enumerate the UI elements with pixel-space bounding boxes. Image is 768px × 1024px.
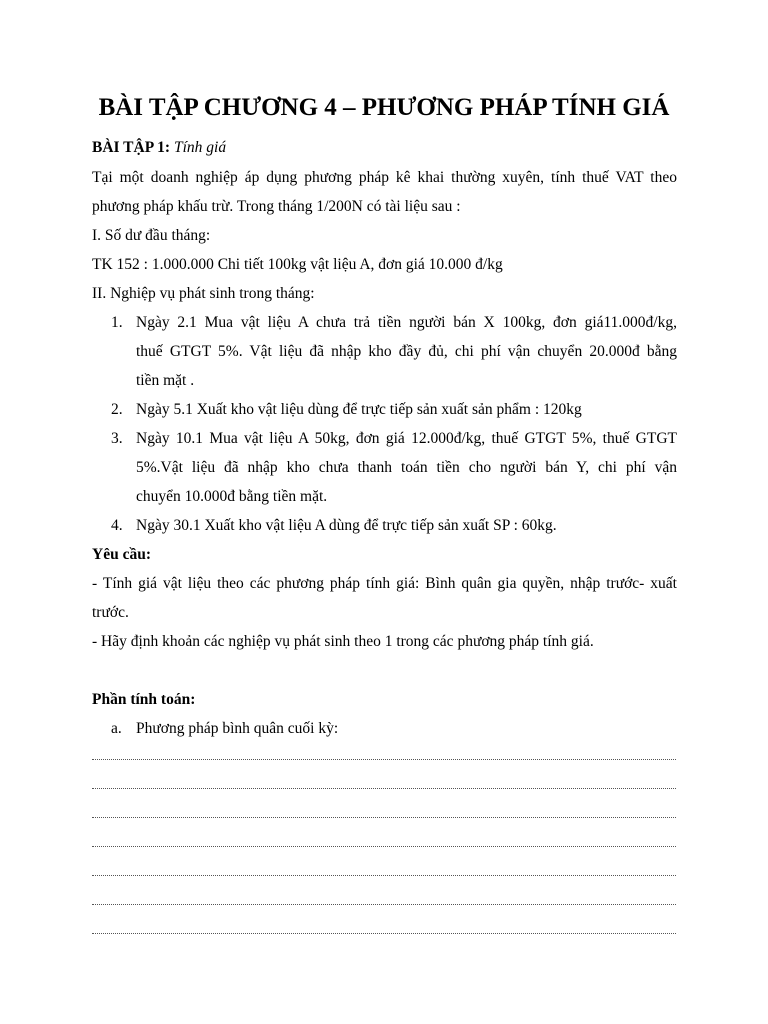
calculation-item-text: Phương pháp bình quân cuối kỳ:: [136, 720, 339, 737]
requirements-heading: Yêu cầu:: [92, 546, 151, 563]
answer-line: [92, 817, 676, 818]
transaction-2-line-1: Ngày 5.1 Xuất kho vật liệu dùng để trực tiếp sản xuất sản phẩm : 120kg: [136, 401, 582, 418]
transaction-3-line-3: chuyển 10.000đ bằng tiền mặt.: [136, 488, 328, 505]
intro-line-2: phương pháp khấu trừ. Trong tháng 1/200N có tài liệu sau :: [92, 198, 461, 215]
answer-line: [92, 875, 676, 876]
exercise-heading: [92, 138, 226, 158]
requirement-1-line-2: trước.: [92, 604, 129, 621]
transaction-3-line-2: 5%.Vật liệu đã nhập kho chưa thanh toán tiền cho người bán Y, chi phí vận: [136, 459, 677, 476]
transaction-4-number: 4.: [111, 517, 123, 534]
page-title: BÀI TẬP CHƯƠNG 4 – PHƯƠNG PHÁP TÍNH GIÁ: [98, 94, 670, 121]
answer-line: [92, 904, 676, 905]
exercise-label: BÀI TẬP 1:: [92, 139, 171, 156]
transaction-1-line-1: Ngày 2.1 Mua vật liệu A chưa trả tiền người bán X 100kg, đơn giá11.000đ/kg,: [136, 314, 677, 331]
answer-line: [92, 933, 676, 934]
section-1-heading: I. Số dư đầu tháng:: [92, 227, 211, 244]
answer-line: [92, 788, 676, 789]
opening-balance: TK 152 : 1.000.000 Chi tiết 100kg vật liệu A, đơn giá 10.000 đ/kg: [92, 256, 503, 273]
calculation-heading: Phần tính toán:: [92, 691, 196, 708]
intro-line-1: Tại một doanh nghiệp áp dụng phương pháp kê khai thường xuyên, tính thuế VAT theo: [92, 169, 677, 186]
calculation-item-marker: a.: [111, 720, 122, 737]
requirement-1-line-1: - Tính giá vật liệu theo các phương pháp tính giá: Bình quân gia quyền, nhập trước- xuất: [92, 575, 677, 592]
section-2-heading: II. Nghiệp vụ phát sinh trong tháng:: [92, 285, 315, 302]
transaction-1-number: 1.: [111, 314, 123, 331]
transaction-2-number: 2.: [111, 401, 123, 418]
answer-line: [92, 846, 676, 847]
transaction-1-line-3: tiền mặt .: [136, 372, 195, 389]
transaction-3-line-1: Ngày 10.1 Mua vật liệu A 50kg, đơn giá 12.000đ/kg, thuế GTGT 5%, thuế GTGT: [136, 430, 677, 447]
exercise-topic: Tính giá: [173, 139, 227, 156]
transaction-4-line-1: Ngày 30.1 Xuất kho vật liệu A dùng để trực tiếp sản xuất SP : 60kg.: [136, 517, 557, 534]
transaction-1-line-2: thuế GTGT 5%. Vật liệu đã nhập kho đầy đủ, chi phí vận chuyển 20.000đ bằng: [136, 343, 677, 360]
transaction-3-number: 3.: [111, 430, 123, 447]
answer-line: [92, 759, 676, 760]
requirement-2: - Hãy định khoản các nghiệp vụ phát sinh theo 1 trong các phương pháp tính giá.: [92, 633, 594, 650]
